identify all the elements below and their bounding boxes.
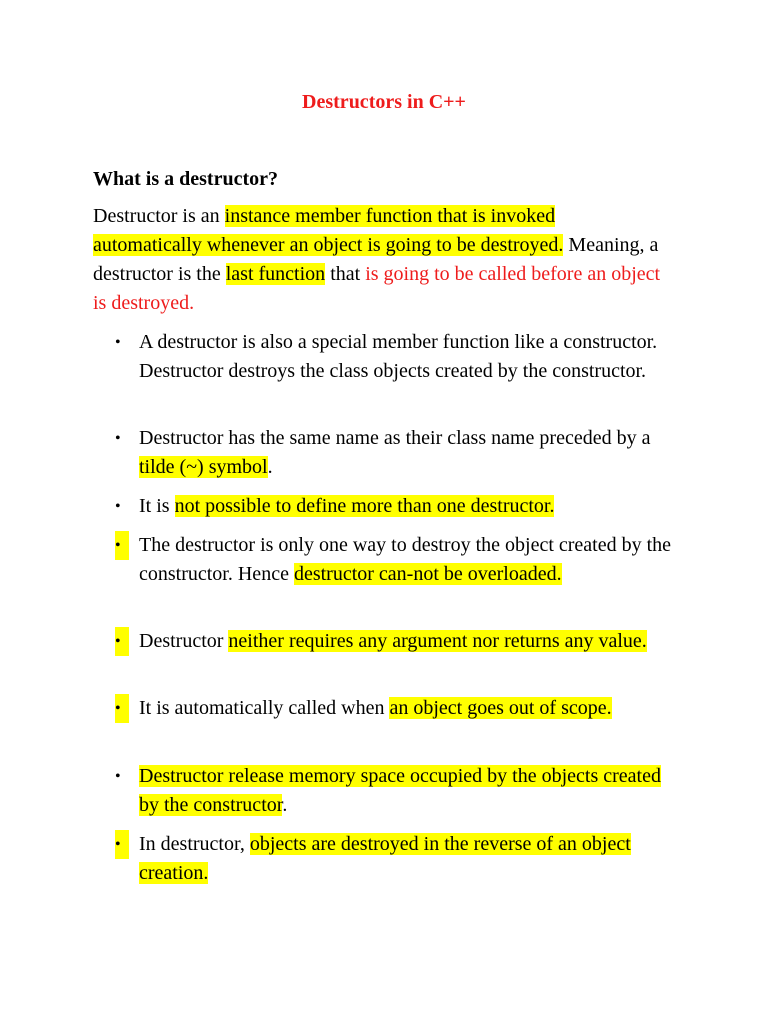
list-item-text: Destructor neither requires any argument nor returns any value.	[139, 630, 647, 652]
list-item-text: Destructor release memory space occupied by the objects created by the constructor.	[139, 765, 661, 816]
bullet-marker: •	[115, 498, 121, 515]
bullet-marker: •	[115, 430, 121, 447]
section-heading: What is a destructor?	[93, 168, 278, 190]
bullet-marker: •	[115, 334, 121, 351]
list-item-text: Destructor has the same name as their class name preceded by a tilde (~) symbol.	[139, 427, 651, 478]
list-item-text: A destructor is also a special member function like a constructor. Destructor destroys the class objects created by the constructor.	[139, 331, 658, 382]
bullet-marker: •	[115, 768, 121, 785]
bullet-marker: •	[113, 830, 139, 859]
page-title: Destructors in C++	[302, 91, 466, 113]
intro-red-text: is going to be called before an object is destroyed.	[93, 263, 661, 314]
intro-paragraph	[93, 202, 663, 318]
bullet-marker: •	[113, 694, 139, 723]
intro-text: Destructor is an	[93, 205, 225, 227]
bullet-marker: •	[113, 627, 139, 656]
intro-highlight: instance member function that is invoked automatically whenever an object is going to be destroyed.	[93, 205, 564, 256]
list-item-text: The destructor is only one way to destroy the object created by the constructor. Hence destructor can-not be overloaded.	[139, 534, 672, 585]
bullet-marker: •	[113, 531, 139, 560]
list-item-text: It is automatically called when an object goes out of scope.	[139, 697, 612, 719]
intro-text: Meaning, a destructor is the	[93, 234, 659, 285]
intro-highlight: last function	[225, 263, 326, 285]
intro-text: that	[325, 263, 366, 285]
list-item-text: In destructor, objects are destroyed in the reverse of an object creation.	[139, 833, 631, 884]
list-item-text: It is not possible to define more than one destructor.	[139, 495, 555, 517]
